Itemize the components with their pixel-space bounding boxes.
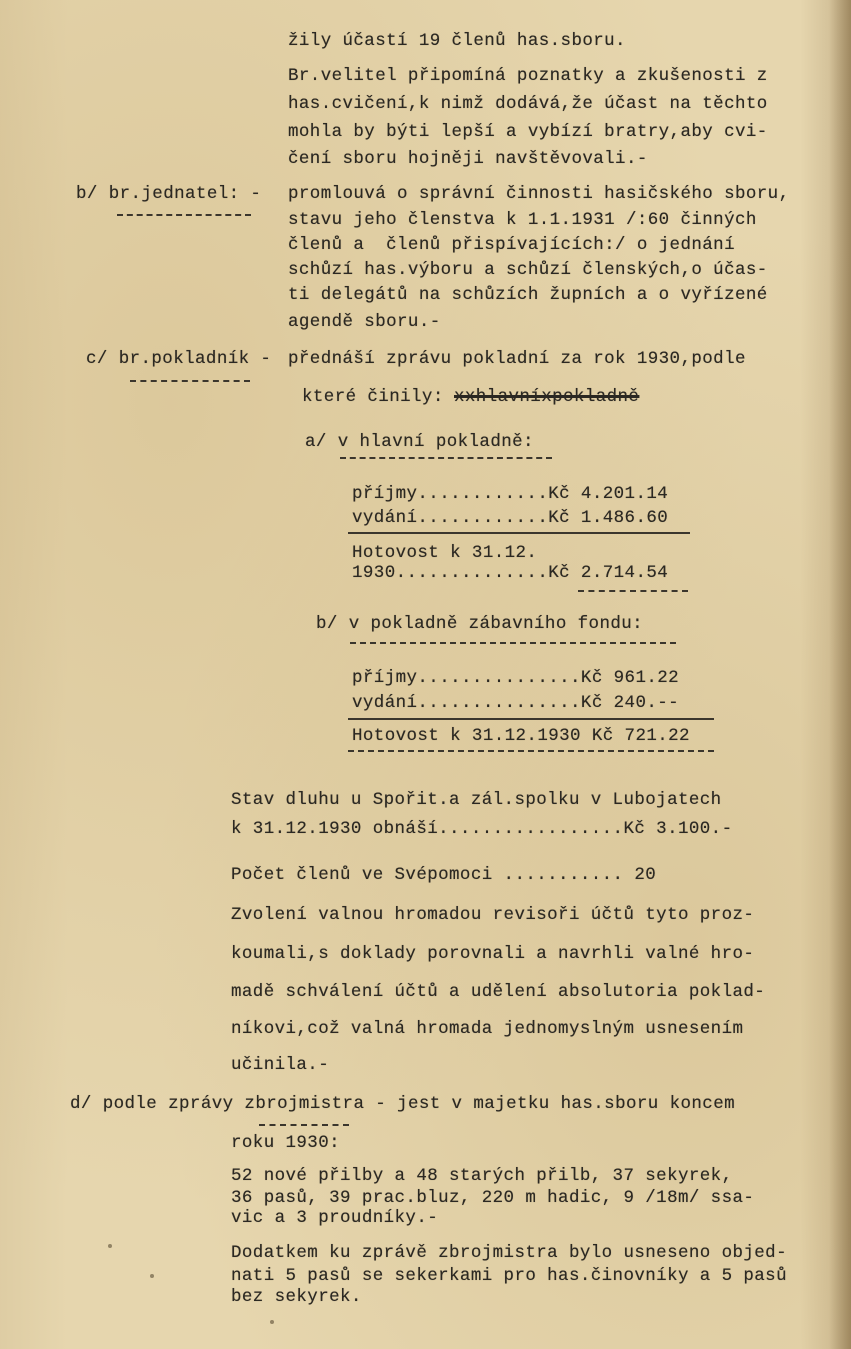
text-line: učinila.- (231, 1055, 330, 1075)
text-line: nati 5 pasů se sekerkami pro has.činovníky a 5 pasů (231, 1266, 787, 1286)
text-line: k 31.12.1930 obnáší.................Kč 3.100.- (231, 819, 733, 839)
sum-rule (348, 718, 714, 720)
text-line: schůzí has.výboru a schůzí členských,o účas- (288, 260, 768, 280)
underline (259, 1124, 349, 1126)
paper-speck (270, 1320, 274, 1324)
underline (130, 380, 250, 382)
section-label-pokladnik: c/ br.pokladník - (86, 349, 272, 369)
text-line: 36 pasů, 39 prac.bluz, 220 m hadic, 9 /18m/ ssa- (231, 1188, 755, 1208)
text-line: has.cvičení,k nimž dodává,že účast na těchto (288, 94, 768, 114)
ledger-line: vydání............Kč 1.486.60 (352, 508, 669, 528)
text-line: madě schválení účtů a udělení absolutoria poklad- (231, 982, 766, 1002)
underline (117, 214, 251, 216)
text-line: vic a 3 proudníky.- (231, 1208, 439, 1228)
page-edge-shadow (829, 0, 851, 1349)
text-line: Stav dluhu u Spořit.a zál.spolku v Lubojatech (231, 790, 722, 810)
text-line: agendě sboru.- (288, 312, 441, 332)
sum-rule (348, 532, 690, 534)
paper-speck (150, 1274, 154, 1278)
paper-speck (108, 1244, 112, 1248)
text-line: promlouvá o správní činnosti hasičského sboru, (288, 184, 790, 204)
ledger-line: příjmy............Kč 4.201.14 (352, 484, 669, 504)
ledger-line: Hotovost k 31.12. (352, 543, 538, 563)
text-line: ti delegátů na schůzích župních a o vyřízené (288, 285, 768, 305)
text-line: žily účastí 19 členů has.sboru. (288, 31, 626, 51)
text-line: stavu jeho členstva k 1.1.1931 /:60 činných (288, 210, 757, 230)
ledger-line: vydání...............Kč 240.-- (352, 693, 680, 713)
text-line: Zvolení valnou hromadou revisoři účtů tyto proz- (231, 905, 755, 925)
section-label-zbrojmistr: d/ podle zprávy zbrojmistra - jest v majetku has.sboru koncem (70, 1094, 736, 1114)
underline (578, 590, 688, 592)
text-line: níkovi,což valná hromada jednomyslným usnesením (231, 1019, 744, 1039)
text-line: koumali,s doklady porovnali a navrhli valné hro- (231, 944, 755, 964)
ledger-line: 1930..............Kč 2.714.54 (352, 563, 669, 583)
struck-out-text: xxhlavníxpokladně (454, 387, 640, 407)
subsection-heading: b/ v pokladně zábavního fondu: (316, 614, 644, 634)
text-line: Dodatkem ku zprávě zbrojmistra bylo usneseno objed- (231, 1243, 787, 1263)
underline (340, 457, 552, 459)
text-line: 52 nové přilby a 48 starých přilb, 37 sekyrek, (231, 1166, 733, 1186)
underline (350, 642, 676, 644)
text-line: které činily: (302, 387, 444, 407)
text-line: čení sboru hojněji navštěvovali.- (288, 149, 648, 169)
text-line: bez sekyrek. (231, 1287, 362, 1307)
text-line: Br.velitel připomíná poznatky a zkušenosti z (288, 66, 768, 86)
text-line: přednáší zprávu pokladní za rok 1930,podle (288, 349, 746, 369)
text-line: členů a členů přispívajících:/ o jednání (288, 235, 735, 255)
subsection-heading: a/ v hlavní pokladně: (305, 432, 534, 452)
ledger-line: Hotovost k 31.12.1930 Kč 721.22 (352, 726, 690, 746)
section-label-jednatel: b/ br.jednatel: - (76, 184, 262, 204)
underline (348, 750, 714, 752)
text-line: Počet členů ve Svépomoci ........... 20 (231, 865, 657, 885)
text-line: mohla by býti lepší a vybízí bratry,aby cvi- (288, 122, 768, 142)
ledger-line: příjmy...............Kč 961.22 (352, 668, 680, 688)
text-line: roku 1930: (231, 1133, 341, 1153)
